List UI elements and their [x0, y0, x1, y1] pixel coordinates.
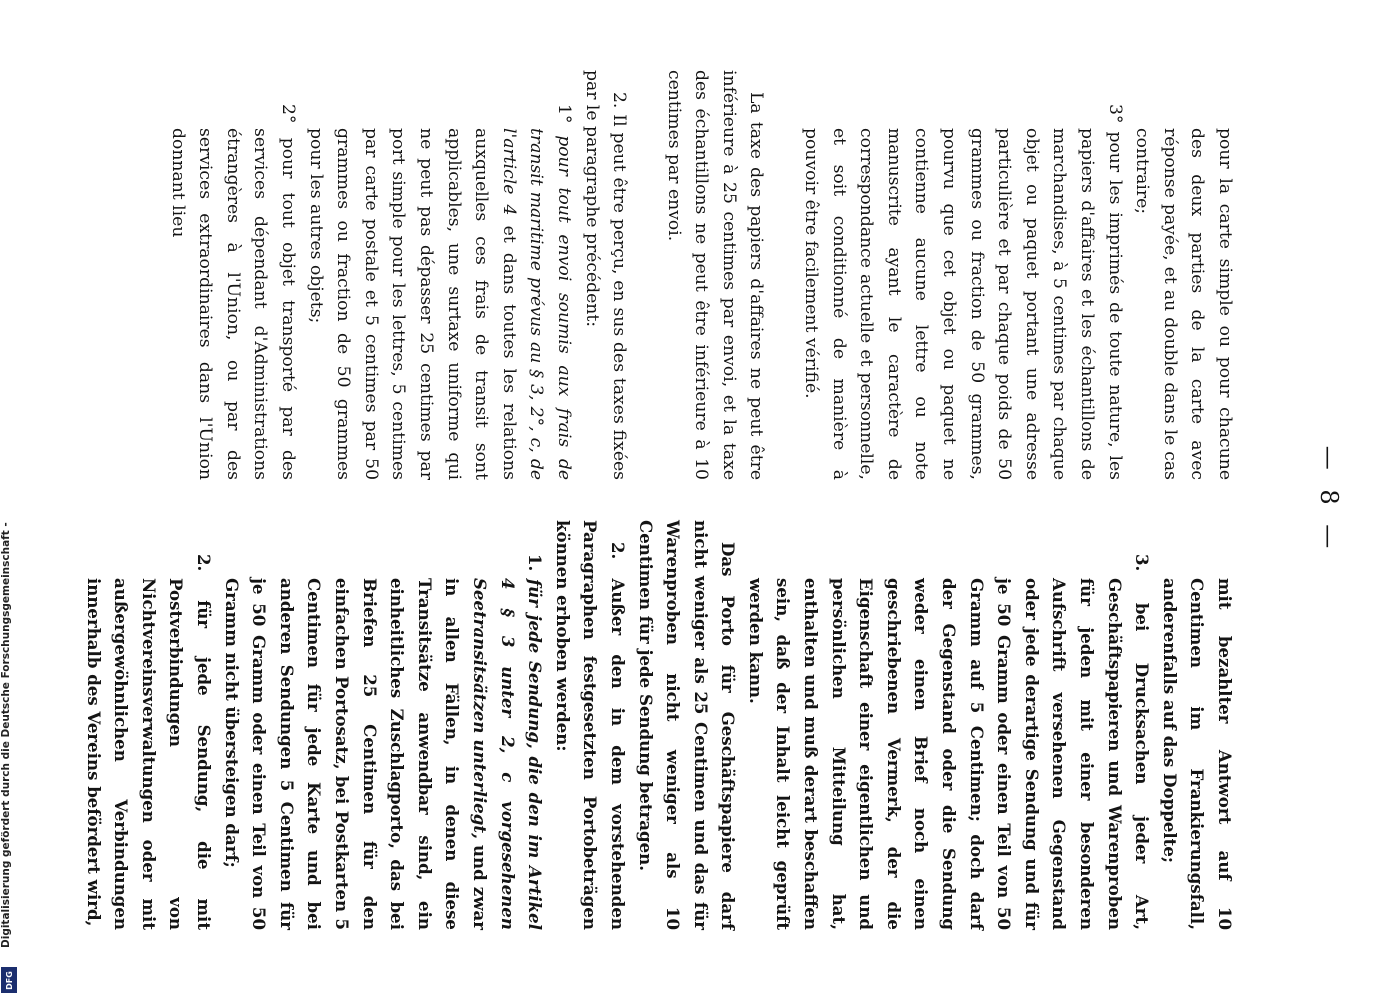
fr-item-number-1: 1°	[553, 104, 574, 124]
french-column	[163, 70, 1238, 480]
page-number: — 8 —	[1315, 445, 1343, 555]
dfg-logo-text: DFG	[4, 970, 14, 990]
fr-paragraph-1: pour la carte simple ou pour chacune des deux parties de la carte avec réponse payée, et au double dans le cas contraire;	[1132, 128, 1235, 480]
fr-paragraph-5	[301, 70, 577, 480]
fr-item-1-text: et dans toutes les relations auxquelles ces frais de transit sont applicables, une surtaxe uniforme qui ne peut pas dépasser 25 centimes par port simple pour les lettres, 5 centimes par carte postale et 5 centimes par 50 grammes ou fraction de 50 grammes pour les autres objets;	[305, 128, 519, 480]
fr-item-2-text: pour tout objet transporté par des services dépendant d'Administrations étrangères à l'Union, ou par des services extraordinaires dans l'Union donnant lieu	[167, 128, 298, 480]
de-item-3-text: bei Drucksachen jeder Art, Geschäftspapieren und Warenproben für jeden mit einer besonderen Aufschrift versehenen Gegenstand oder jede derartige Sendung und für je 50 Gramm oder einen Teil von 50 Gramm auf 5 Centimen; doch darf der Gegenstand oder die Sendung weder einen Brief noch einen geschriebenen Vermerk, der die Eigenschaft einer eigentlichen und persönlichen Mitteilung hat, enthalten und muß derart beschaffen sein, daß der Inhalt leicht geprüft werden kann.	[745, 578, 1153, 930]
de-item-2-text: für jede Sendung, die mit Postverbindungen von Nichtvereinsverwaltungen oder mit außergewöhnlichen Verbindungen innerhalb des Vereins befördert wird,	[83, 578, 215, 930]
fr-item-number-3: 3°	[1104, 104, 1125, 124]
de-item-number-3: 3.	[1132, 554, 1153, 572]
digitization-footer	[0, 0, 18, 1000]
de-paragraph-5	[217, 520, 548, 930]
german-column	[79, 520, 1238, 930]
fr-paragraph-4: 2. Il peut être perçu, en sus des taxes fixées par le paragraphe précédent:	[581, 70, 630, 480]
fr-paragraph-3: La taxe des papiers d'affaires ne peut être inférieure à 25 centimes par envoi, et la taxe des échantillons ne peut être inférieure à 10 centimes par envoi.	[663, 70, 767, 480]
de-paragraph-6	[79, 520, 217, 930]
digitization-credit-text: Digitalisierung gefördert durch die Deutsche Forschungsgemeinschaft -	[0, 522, 12, 948]
dfg-logo	[1, 967, 17, 993]
fr-item-1-italic: pour tout envoi soumis aux frais de transit maritime prévus au § 3, 2°, c, de l'article 4	[498, 128, 574, 481]
de-paragraph-4: 2. Außer den in dem vorstehenden Paragraphen festgesetzten Portobeträgen können erhoben werden:	[552, 520, 628, 930]
de-paragraph-1: mit bezahlter Antwort auf 10 Centimen im Frankierungsfall, anderenfalls auf das Doppelte;	[1159, 578, 1235, 930]
de-item-1-text: und zwar in allen Fällen, in denen diese Transitsätze anwendbar sind, ein einheitliches Zuschlagporto, das bei Briefen 25 Centimen für den einfachen Portosatz, bei Postkarten 5 Centimen für jede Karte und bei anderen Sendungen 5 Centimen für je 50 Gramm oder einen Teil von 50 Gramm nicht übersteigen darf;	[221, 578, 490, 930]
fr-item-number-2: 2°	[278, 104, 298, 124]
de-paragraph-3: Das Porto für Geschäftspapiere darf nicht weniger als 25 Centimen und das für Warenproben nicht weniger als 10 Centimen für jede Sendung betragen.	[635, 520, 739, 930]
fr-paragraph-2	[797, 70, 1128, 480]
de-item-1-italic: für jede Sendung, die den im Artikel 4 § 3 unter 2, c vorgesehenen Seetransitsätzen unterliegt,	[469, 578, 546, 930]
de-item-number-1: 1.	[525, 554, 546, 572]
de-item-number-2: 2.	[194, 554, 215, 572]
de-paragraph-2	[741, 520, 1155, 930]
fr-paragraph-6	[163, 70, 301, 480]
fr-item-3-text: pour les imprimés de toute nature, les papiers d'affaires et les échantillons de marchandises, à 5 centimes par chaque objet ou paquet portant une adresse particulière et par chaque poids de 50 grammes ou fraction de 50 grammes, pourvu que cet objet ou paquet ne contienne aucune lettre ou note manuscrite ayant le caractère de correspondance actuelle et personnelle, et soit conditionné de manière à pouvoir être facilement vérifié.	[801, 128, 1125, 480]
